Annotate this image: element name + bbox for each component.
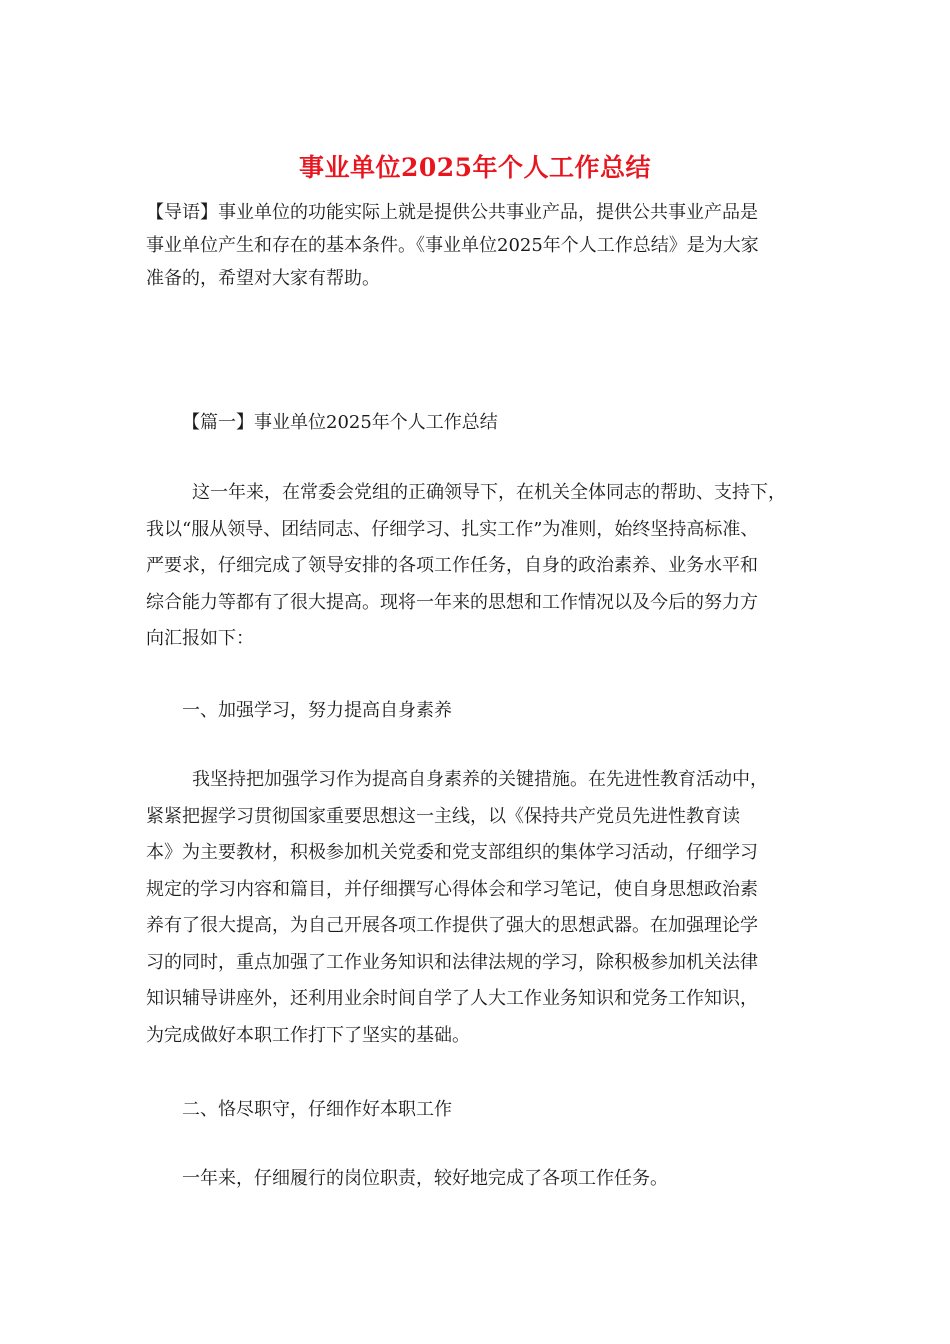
paragraph-study — [146, 762, 822, 1054]
paragraph-line: 向汇报如下： — [146, 628, 254, 649]
paragraph-line: 这一年来，在常委会党组的正确领导下，在机关全体同志的帮助、支持下， — [192, 482, 786, 503]
intro-line: 事业单位产生和存在的基本条件。《事业单位2025年个人工作总结》是为大家 — [146, 235, 759, 256]
paragraph-line: 本》为主要教材，积极参加机关党委和党支部组织的集体学习活动，仔细学习 — [146, 842, 758, 863]
paragraph-line: 紧紧把握学习贯彻国家重要思想这一主线，以《保持共产党员先进性教育读 — [146, 805, 740, 827]
paragraph-line: 我以“服从领导、团结同志、仔细学习、扎实工作”为准则，始终坚持高标准、 — [146, 518, 759, 540]
paragraph-line: 为完成做好本职工作打下了坚实的基础。 — [146, 1024, 470, 1046]
paragraph-line: 严要求，仔细完成了领导安排的各项工作任务，自身的政治素养、业务水平和 — [146, 555, 758, 576]
heading-study: 一、加强学习，努力提高自身素养 — [182, 700, 452, 721]
section-title: 【篇一】事业单位2025年个人工作总结 — [182, 412, 498, 433]
heading-duty: 二、恪尽职守，仔细作好本职工作 — [182, 1099, 452, 1120]
paragraph-overview — [146, 475, 822, 658]
paragraph-duty: 一年来，仔细履行的岗位职责，较好地完成了各项工作任务。 — [182, 1168, 668, 1189]
paragraph-line: 综合能力等都有了很大提高。现将一年来的思想和工作情况以及今后的努力方 — [146, 591, 758, 613]
paragraph-line: 规定的学习内容和篇目，并仔细撰写心得体会和学习笔记，使自身思想政治素 — [146, 878, 758, 900]
paragraph-line: 知识辅导讲座外，还利用业余时间自学了人大工作业务知识和党务工作知识， — [146, 988, 758, 1009]
paragraph-line: 我坚持把加强学习作为提高自身素养的关键措施。在先进性教育活动中， — [192, 769, 768, 790]
intro-line: 准备的，希望对大家有帮助。 — [146, 268, 380, 289]
paragraph-line: 习的同时，重点加强了工作业务知识和法律法规的学习，除积极参加机关法律 — [146, 951, 758, 973]
intro-paragraph — [146, 196, 814, 295]
paragraph-line: 养有了很大提高，为自己开展各项工作提供了强大的思想武器。在加强理论学 — [146, 915, 758, 936]
document-title: 事业单位2025年个人工作总结 — [298, 153, 652, 182]
intro-line: 【导语】事业单位的功能实际上就是提供公共事业产品，提供公共事业产品是 — [146, 202, 758, 223]
